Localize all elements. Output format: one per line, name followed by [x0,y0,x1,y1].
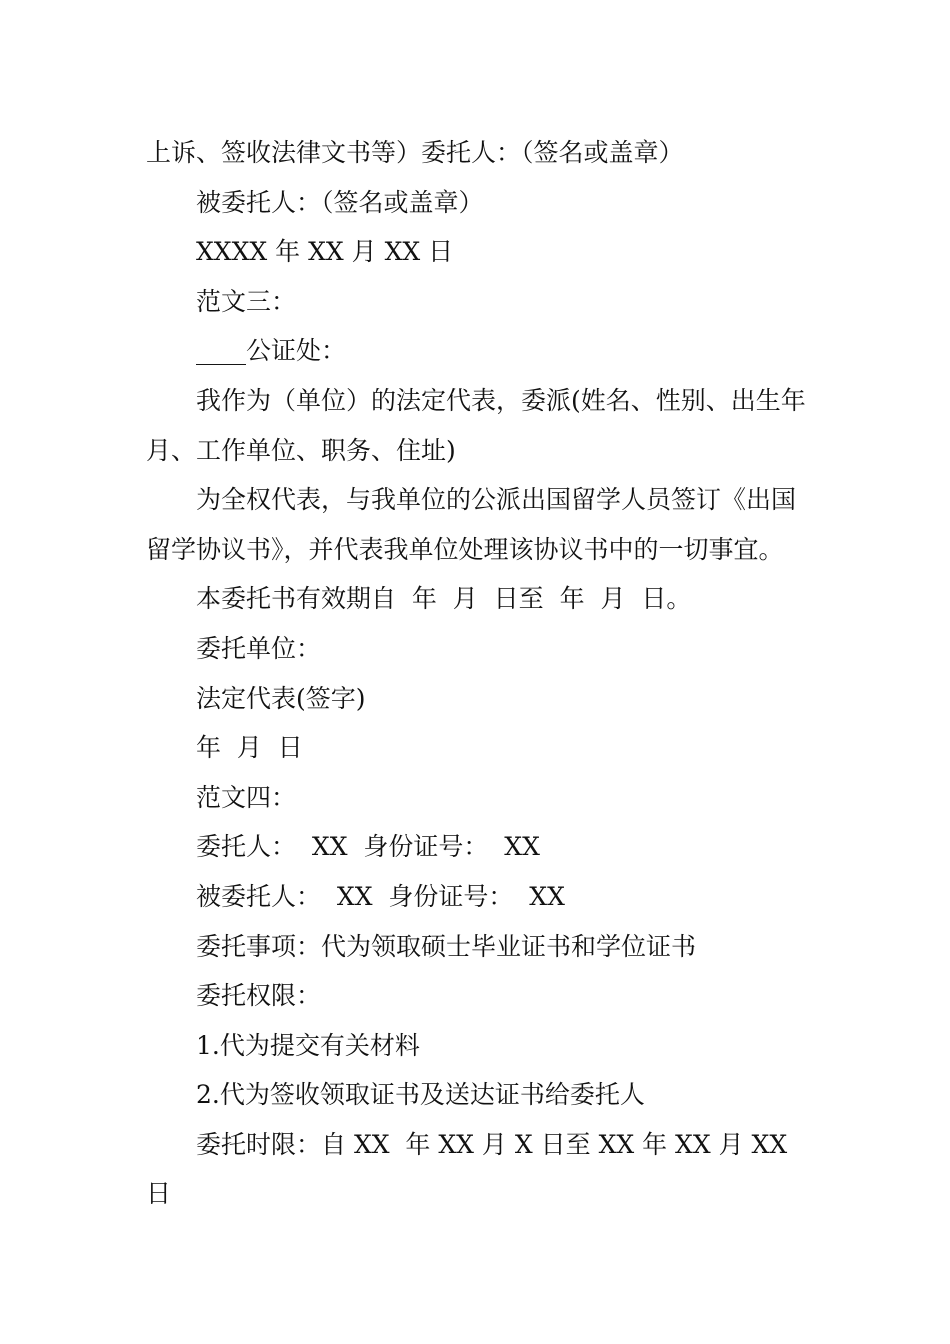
paragraph-blank-date: 年 月 日 [196,733,303,763]
paragraph-entrusted-matter: 委托事项：代为领取硕士毕业证书和学位证书 [196,931,697,961]
paragraph-continued-clause: 上诉、签收法律文书等）委托人：（签名或盖章） [146,138,684,167]
paragraph-validity-period: 本委托书有效期自 年 月 日至 年 月 日。 [196,584,692,614]
paragraph-legal-representative: 法定代表(签字) [196,683,366,713]
paragraph-principal-id: 委托人： XX 身份证号： XX [196,832,540,862]
section-heading-sample-three: 范文三： [196,286,297,316]
paragraph-entrustment-period: 委托时限：自 XX 年 XX 月 X 日至 XX 年 XX 月 XX 日 [146,1129,796,1209]
paragraph-entrusting-unit: 委托单位： [196,633,322,663]
paragraph-authority-scope: 委托权限： [196,981,322,1011]
paragraph-date: XXXX 年 XX 月 XX 日 [196,237,454,267]
paragraph-trustee-signature: 被委托人：（签名或盖章） [196,187,484,217]
document-body [146,128,808,1219]
paragraph-appointment: 我作为（单位）的法定代表，委派(姓名、性别、出生年月、工作单位、职务、住址) [146,385,806,465]
list-item-receive-certificates: 2.代为签收领取证书及送达证书给委托人 [196,1080,645,1110]
paragraph-authority: 为全权代表，与我单位的公派出国留学人员签订《出国留学协议书》，并代表我单位处理该协议书中的一切事宜。 [146,485,797,564]
section-heading-sample-four: 范文四： [196,782,297,812]
list-item-submit-materials: 1.代为提交有关材料 [196,1030,420,1060]
paragraph-notary-office: ____公证处： [196,336,347,366]
paragraph-trustee-id: 被委托人： XX 身份证号： XX [196,881,565,911]
